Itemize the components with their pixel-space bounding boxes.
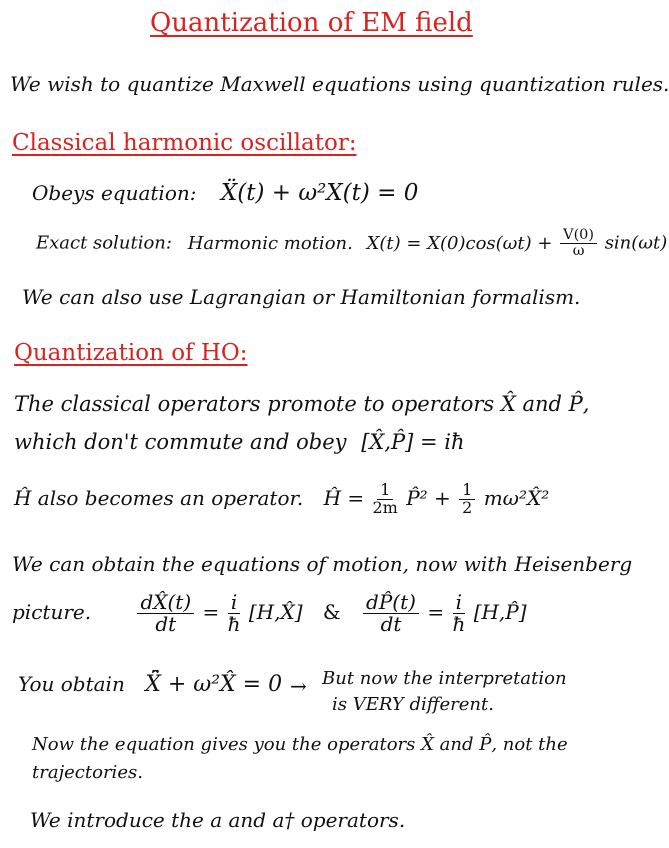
arrow-icon: → <box>290 674 307 698</box>
heisenberg-i-hbar-2-den: ħ <box>452 612 466 636</box>
exact-equation-b: sin(ωt) <box>604 232 668 254</box>
hamiltonian-fraction-1-num: 1 <box>377 482 393 500</box>
hamiltonian-fraction-2 <box>459 482 475 517</box>
heisenberg-derivative-p <box>363 592 419 635</box>
quantization-line2 <box>14 430 465 454</box>
heisenberg-i-hbar-1-den: ħ <box>227 612 241 636</box>
heisenberg-derivative-p-num: dP̂(t) <box>363 592 419 614</box>
interpretation-line2: is VERY different. <box>332 694 494 715</box>
obeys-row <box>32 180 418 206</box>
also-text: We can also use Lagrangian or Hamiltonian formalism. <box>22 285 581 309</box>
hamiltonian-fraction-1 <box>373 482 398 517</box>
obeys-label: Obeys equation: <box>32 181 197 205</box>
hamiltonian-eq-c: mω²X̂² <box>483 485 550 510</box>
now-line2: trajectories. <box>32 762 143 783</box>
heisenberg-derivative-x-num: dX̂(t) <box>137 592 194 614</box>
heisenberg-text: We can obtain the equations of motion, now with Heisenberg <box>12 552 633 576</box>
exact-fraction <box>560 228 597 259</box>
commute-text: which don't commute and obey <box>14 430 347 454</box>
obtain-row <box>18 672 282 697</box>
intro-text: We wish to quantize Maxwell equations using quantization rules. <box>10 72 669 96</box>
classical-heading: Classical harmonic oscillator: <box>12 130 357 156</box>
ampersand: & <box>322 600 341 624</box>
quantization-heading: Quantization of HO: <box>14 340 248 366</box>
exact-equation-a: X(t) = X(0)cos(ωt) + <box>366 232 553 254</box>
commutator-equation: [X̂,P̂] = iħ <box>361 430 465 454</box>
exact-text: Harmonic motion. <box>187 232 353 254</box>
heisenberg-i-hbar-2-num: i <box>453 592 465 614</box>
exact-fraction-num: V(0) <box>560 228 597 244</box>
introduce-text: We introduce the a and a† operators. <box>30 808 406 832</box>
obeys-equation: Ẍ(t) + ω²X(t) = 0 <box>220 180 419 206</box>
exact-row <box>36 228 667 259</box>
hamiltonian-row <box>14 482 549 517</box>
quantization-line1: The classical operators promote to operators X̂ and P̂, <box>14 392 590 416</box>
now-line1: Now the equation gives you the operators X̂ and P̂, not the <box>32 734 568 755</box>
heisenberg-equals-2: = <box>427 600 445 624</box>
obtain-text: You obtain <box>18 672 125 696</box>
heisenberg-equals-1: = <box>202 600 220 624</box>
heisenberg-derivative-x-den: dt <box>155 612 177 636</box>
picture-text: picture. <box>12 600 92 624</box>
exact-label: Exact solution: <box>36 232 172 254</box>
hamiltonian-fraction-2-den: 2 <box>462 497 473 517</box>
heisenberg-i-hbar-1-num: i <box>228 592 240 614</box>
heisenberg-derivative-x <box>137 592 194 635</box>
interpretation-line1: But now the interpretation <box>322 668 567 689</box>
hamiltonian-eq-b: P̂² + <box>406 485 451 510</box>
page-title: Quantization of EM field <box>150 8 473 38</box>
hamiltonian-fraction-2-num: 1 <box>459 482 475 500</box>
heisenberg-commutator-p: [H,P̂] <box>473 600 527 624</box>
heisenberg-derivative-p-den: dt <box>380 612 402 636</box>
hamiltonian-text: Ĥ also becomes an operator. <box>14 485 304 510</box>
obtain-equation: X̂̈ + ω²X̂ = 0 <box>145 672 283 697</box>
heisenberg-i-hbar-2 <box>452 592 465 635</box>
hamiltonian-fraction-1-den: 2m <box>372 497 398 517</box>
heisenberg-row <box>12 592 527 635</box>
heisenberg-i-hbar-1 <box>228 592 241 635</box>
exact-fraction-den: ω <box>572 243 585 260</box>
heisenberg-commutator-x: [H,X̂] <box>248 600 303 624</box>
hamiltonian-eq-a: Ĥ = <box>323 485 365 510</box>
